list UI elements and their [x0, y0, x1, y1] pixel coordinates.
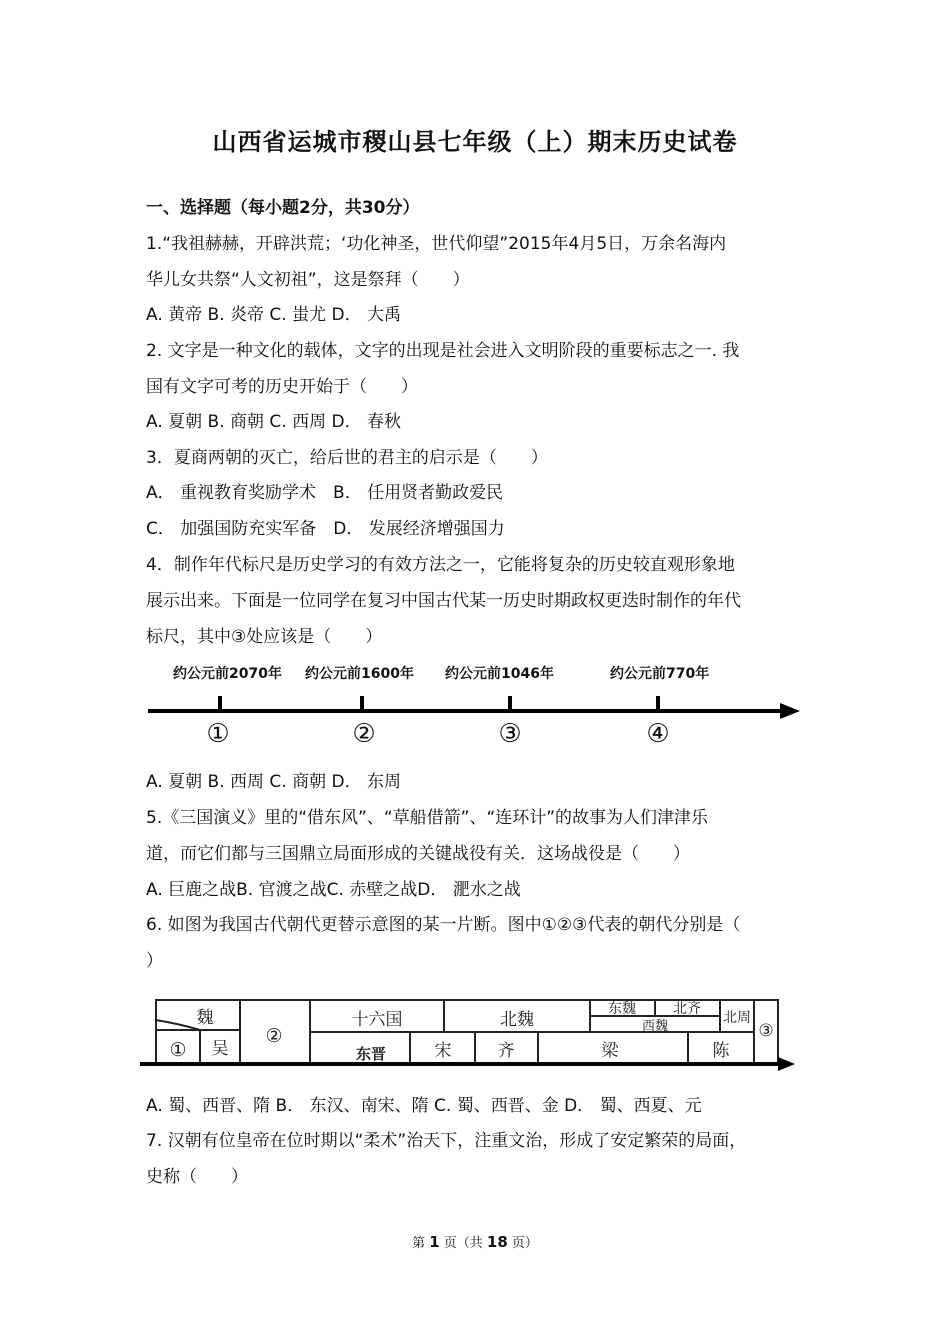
question-4-line-2: 展示出来。下面是一位同学在复习中国古代某一历史时期政权更迭时制作的年代	[146, 591, 741, 611]
question-2-line-2: 国有文字可考的历史开始于（ ）	[146, 377, 418, 397]
diagram-beiqi: 北齐	[673, 1001, 701, 1017]
section-heading: 一、选择题（每小题2分，共30分）	[146, 198, 420, 218]
timeline-label-1: 约公元前2070年	[173, 666, 282, 682]
question-7-line-1: 7. 汉朝有位皇帝在位时期以“柔术”治天下，注重文治，形成了安定繁荣的局面，	[146, 1131, 747, 1151]
page-footer: 第 1 页（共 18 页）	[412, 1233, 538, 1251]
diagram-mark-3: ③	[758, 1021, 774, 1041]
diagram-xiwei: 西魏	[641, 1019, 669, 1034]
diagram-shiliuguo: 十六国	[351, 1010, 403, 1030]
timeline-arrow-icon	[780, 703, 800, 719]
diagram-wei: 魏	[196, 1008, 214, 1028]
diagram-beizhou: 北周	[723, 1010, 751, 1026]
diagram-arrow-icon	[778, 1057, 795, 1071]
diagram-beiwei: 北魏	[500, 1010, 534, 1030]
question-1-line-2: 华儿女共祭“人文初祖”，这是祭拜（ ）	[146, 270, 470, 290]
diagram-mark-1: ①	[169, 1039, 187, 1061]
question-4-line-1: 4．制作年代标尺是历史学习的有效方法之一，它能将复杂的历史较直观形象地	[146, 555, 735, 575]
question-1-line-1: 1.“我祖赫赫，开辟洪荒；‘功化神圣，世代仰望”2015年4月5日，万余名海内	[146, 234, 727, 254]
question-3-options-1: A． 重视教育奖励学术 B． 任用贤者勤政爱民	[146, 483, 504, 503]
diagram-dongjin: 东晋	[355, 1045, 387, 1063]
question-6-line-2: ）	[146, 951, 163, 971]
footer-total-pages: 18	[486, 1233, 508, 1251]
question-6-options: A. 蜀、西晋、隋 B． 东汉、南宋、隋 C. 蜀、西晋、金 D． 蜀、西夏、元	[146, 1096, 702, 1116]
question-3-line-1: 3．夏商两朝的灭亡，给后世的君主的启示是（ ）	[146, 448, 548, 468]
question-5-options: A. 巨鹿之战B. 官渡之战C. 赤壁之战D． 淝水之战	[146, 880, 521, 900]
diagram-dongwei: 东魏	[608, 1001, 636, 1017]
timeline-mark-1: ①	[206, 719, 230, 749]
question-7-line-2: 史称（ ）	[146, 1167, 248, 1187]
diagram-qi: 齐	[497, 1041, 515, 1061]
question-3-options-2: C． 加强国防充实军备 D． 发展经济增强国力	[146, 519, 505, 539]
question-1-options: A. 黄帝 B. 炎帝 C. 蚩尤 D． 大禹	[146, 305, 401, 325]
timeline-mark-3: ③	[498, 719, 522, 749]
diagram-song: 宋	[434, 1041, 452, 1061]
diagram-chen: 陈	[712, 1041, 730, 1061]
footer-page-number: 1	[429, 1233, 440, 1251]
question-5-line-2: 道，而它们都与三国鼎立局面形成的关键战役有关．这场战役是（ ）	[146, 844, 690, 864]
question-4-line-3: 标尺，其中③处应该是（ ）	[146, 627, 383, 647]
question-2-line-1: 2. 文字是一种文化的载体，文字的出现是社会进入文明阶段的重要标志之一. 我	[146, 341, 740, 361]
question-4-options: A. 夏朝 B. 西周 C. 商朝 D． 东周	[146, 772, 401, 792]
timeline-label-3: 约公元前1046年	[445, 666, 554, 682]
dynasty-diagram	[140, 992, 800, 1076]
timeline-mark-2: ②	[352, 719, 376, 749]
diagram-wu: 吴	[211, 1039, 229, 1059]
timeline-label-2: 约公元前1600年	[305, 666, 414, 682]
timeline-label-4: 约公元前770年	[610, 666, 710, 682]
timeline-mark-4: ④	[646, 719, 670, 749]
question-5-line-1: 5.《三国演义》里的“借东风”、“草船借箭”、“连环计”的故事为人们津津乐	[146, 808, 709, 828]
diagram-mark-2: ②	[265, 1025, 283, 1047]
question-6-line-1: 6. 如图为我国古代朝代更替示意图的某一片断。图中①②③代表的朝代分别是（	[146, 915, 741, 935]
page-title: 山西省运城市稷山县七年级（上）期末历史试卷	[212, 128, 738, 156]
diagram-liang: 梁	[601, 1041, 619, 1061]
timeline-figure	[140, 656, 810, 756]
question-2-options: A. 夏朝 B. 商朝 C. 西周 D． 春秋	[146, 412, 401, 432]
